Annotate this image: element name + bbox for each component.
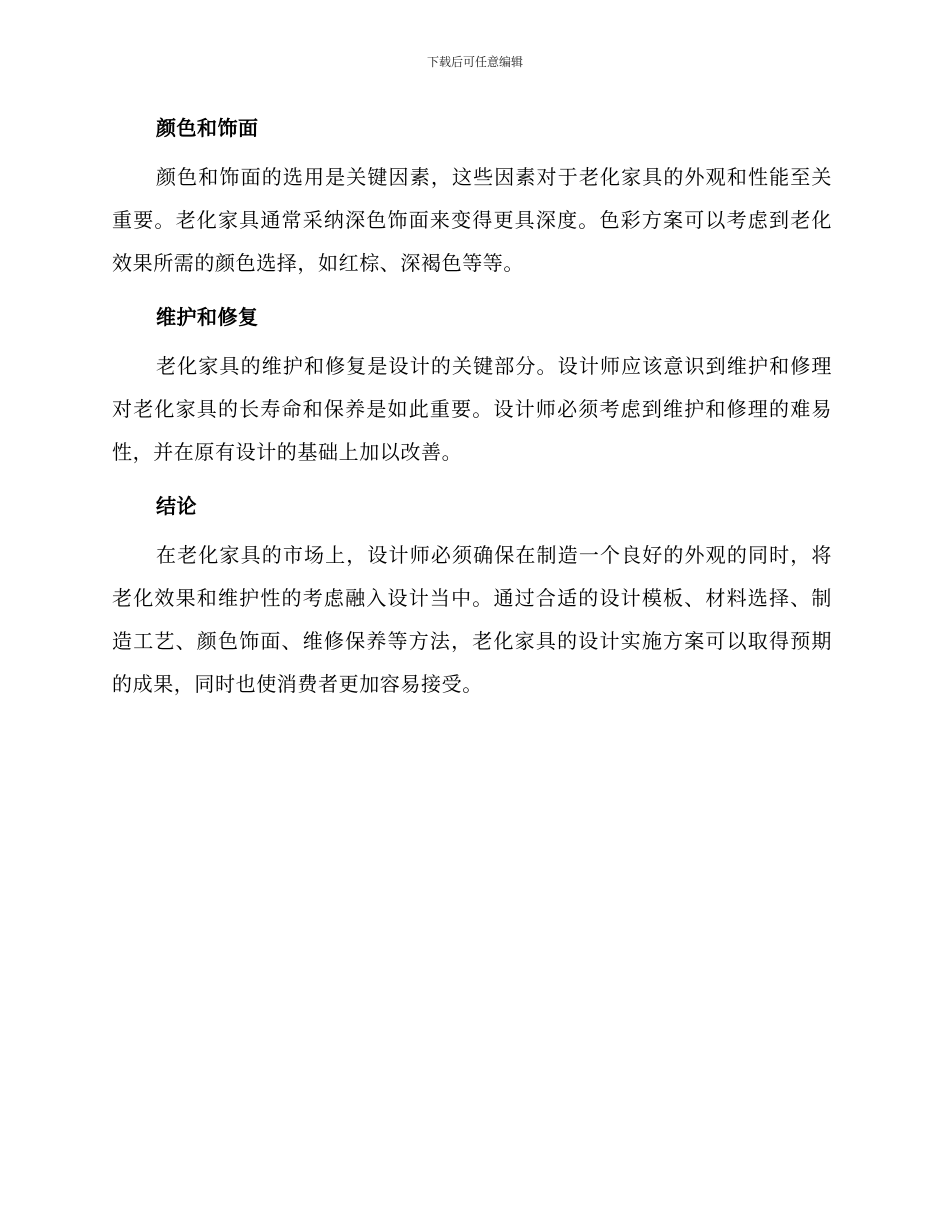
document-body (112, 108, 832, 718)
section-paragraph: 在老化家具的市场上，设计师必须确保在制造一个良好的外观的同时，将老化效果和维护性的考虑融入设计当中。通过合适的设计模板、材料选择、制造工艺、颜色饰面、维修保养等方法，老化家具的设计实施方案可以取得预期的成果，同时也使消费者更加容易接受。 (112, 543, 832, 696)
section-heading: 颜色和饰面 (156, 116, 259, 140)
section-conclusion (112, 486, 832, 706)
page-header: 下载后可任意编辑 (426, 55, 523, 69)
section-heading: 维护和修复 (156, 305, 259, 329)
section-paragraph: 颜色和饰面的选用是关键因素，这些因素对于老化家具的外观和性能至关重要。老化家具通常采纳深色饰面来变得更具深度。色彩方案可以考虑到老化效果所需的颜色选择，如红棕、深褐色等等。 (112, 165, 832, 275)
section-color-finish (112, 108, 832, 285)
section-paragraph: 老化家具的维护和修复是设计的关键部分。设计师应该意识到维护和修理对老化家具的长寿命和保养是如此重要。设计师必须考虑到维护和修理的难易性，并在原有设计的基础上加以改善。 (112, 354, 832, 464)
section-heading: 结论 (156, 494, 197, 518)
section-maintenance-repair (112, 297, 832, 474)
